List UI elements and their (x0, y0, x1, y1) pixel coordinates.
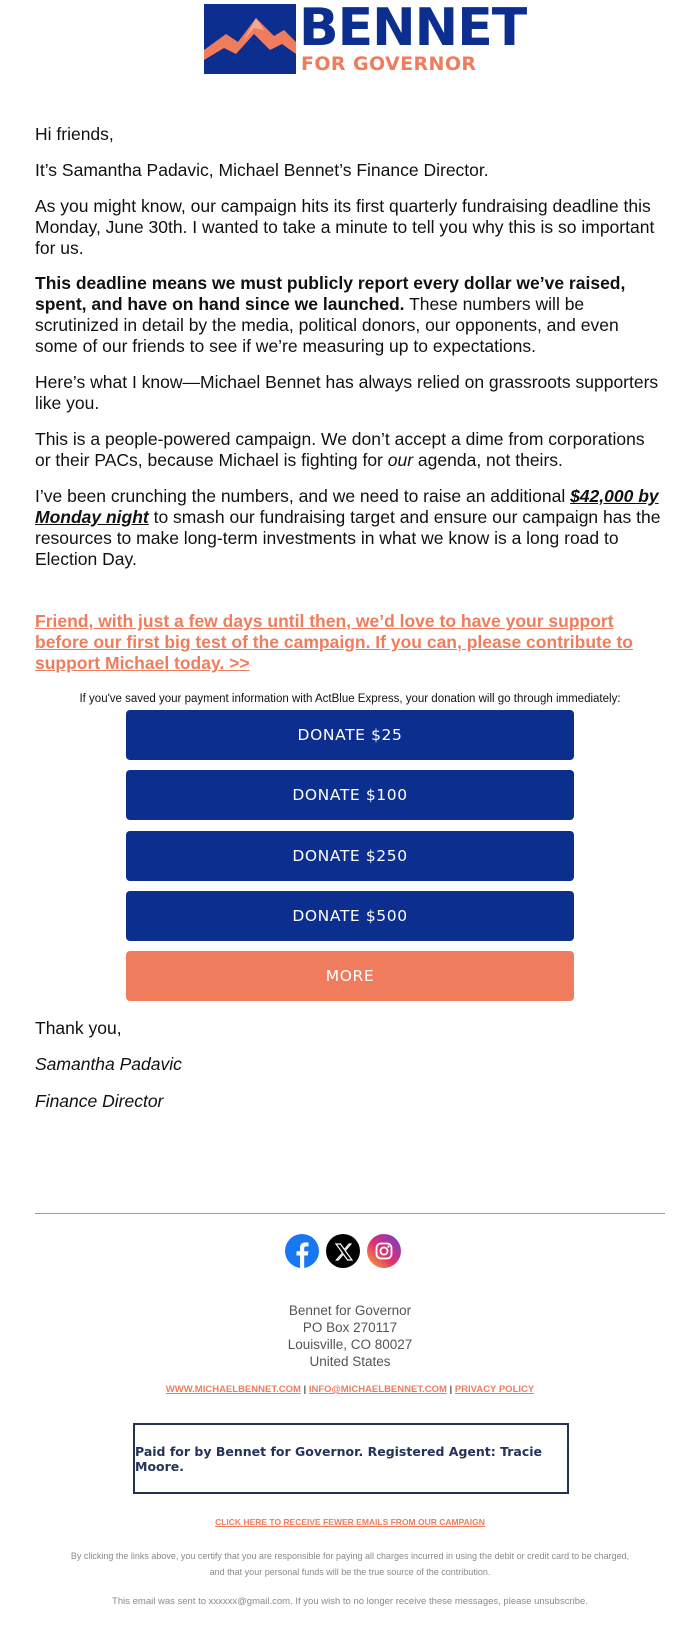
paragraph-goal-text (35, 486, 663, 570)
privacy-policy-link[interactable]: PRIVACY POLICY (454, 1384, 535, 1395)
x-icon[interactable] (326, 1234, 360, 1268)
address-city: Louisville, CO 80027 (287, 1337, 413, 1352)
paragraph-people-powered (35, 429, 663, 471)
paragraph-people-powered-text (35, 429, 663, 471)
unsubscribe-notice[interactable]: This email was sent to xxxxxx@gmail.com. If you wish to no longer receive these messages, please unsubscribe. (112, 1596, 588, 1607)
donate-more-button[interactable]: MORE (126, 951, 574, 1001)
paragraph-report (35, 273, 663, 357)
paragraph-goal (35, 486, 663, 570)
intro-paragraph (35, 160, 663, 181)
brand-subtitle: FOR GOVERNOR (301, 53, 477, 75)
mailing-address (0, 1302, 700, 1370)
email-link[interactable]: INFO@MICHAELBENNET.COM (308, 1384, 447, 1395)
address-po-box: PO Box 270117 (302, 1320, 398, 1335)
legal-disclaimer: By clicking the links above, you certify that you are responsible for paying all charges incurred in using the debit or credit card to be charged, and that your personal funds will be the true source of the contribution. (70, 1551, 630, 1577)
contribute-link[interactable]: Friend, with just a few days until then, we’d love to have your support before our first big test of the campaign. If you can, please contribute to support Michael today. >> (35, 611, 633, 673)
intro-text: It’s Samantha Padavic, Michael Bennet’s Finance Director. (35, 160, 489, 180)
report-rest-text: These numbers will be scrutinized in detail by the media, political donors, our opponents, and even some of our friends to see if we’re measuring up to expectations. (35, 294, 619, 356)
greeting-text: Hi friends, (35, 124, 114, 144)
paragraph-grassroots-text: Here’s what I know—Michael Bennet has always relied on grassroots supporters like you. (35, 372, 659, 413)
paragraph-report-text (35, 273, 663, 357)
footer-links (0, 1384, 700, 1395)
website-link[interactable]: WWW.MICHAELBENNET.COM (165, 1384, 301, 1395)
paragraph-deadline (35, 196, 663, 259)
footer-divider (35, 1213, 665, 1214)
paragraph-grassroots (35, 372, 663, 414)
mountain-logo-icon (204, 4, 296, 74)
goal-amount-emphasis: $42,000 by Monday night (35, 486, 659, 527)
fewer-emails-link[interactable]: CLICK HERE TO RECEIVE FEWER EMAILS FROM OUR CAMPAIGN (215, 1517, 485, 1527)
paid-for-disclaimer: Paid for by Bennet for Governor. Registered Agent: Tracie Moore. (133, 1423, 569, 1494)
donate-100-button[interactable]: DONATE $100 (126, 770, 574, 820)
people-powered-text-a: This is a people-powered campaign. We don’t accept a dime from corporations or their PACs, because Michael is fighting for (35, 429, 645, 470)
donate-500-button[interactable]: DONATE $500 (126, 891, 574, 941)
link-separator: | (449, 1384, 453, 1395)
brand-name: BENNET (299, 0, 527, 58)
address-country: United States (309, 1354, 391, 1369)
report-bold-text: This deadline means we must publicly report every dollar we’ve raised, spent, and have on hand since we launched. (35, 273, 626, 314)
people-powered-text-b: agenda, not theirs. (413, 450, 563, 470)
donate-250-button[interactable]: DONATE $250 (126, 831, 574, 881)
sign-off: Thank you, (35, 1018, 122, 1038)
signer-title: Finance Director (35, 1091, 164, 1111)
greeting (35, 124, 663, 145)
actblue-note: If you've saved your payment information with ActBlue Express, your donation will go through immediately: (79, 693, 621, 705)
people-powered-emphasis: our (387, 450, 414, 470)
paragraph-deadline-text: As you might know, our campaign hits its first quarterly fundraising deadline this Monday, June 30th. I wanted to take a minute to tell you why this is so important for us. (35, 196, 655, 258)
address-org: Bennet for Governor (288, 1303, 412, 1318)
link-separator: | (303, 1384, 307, 1395)
instagram-icon[interactable] (367, 1234, 401, 1268)
goal-text-b: to smash our fundraising target and ensure our campaign has the resources to make long-term investments in what we know is a long road to Election Day. (35, 507, 661, 569)
donate-25-button[interactable]: DONATE $25 (126, 710, 574, 760)
goal-text-a: I’ve been crunching the numbers, and we need to raise an additional (35, 486, 571, 506)
signer-name: Samantha Padavic (35, 1054, 182, 1074)
campaign-logo[interactable] (204, 0, 527, 75)
facebook-icon[interactable] (285, 1234, 319, 1268)
